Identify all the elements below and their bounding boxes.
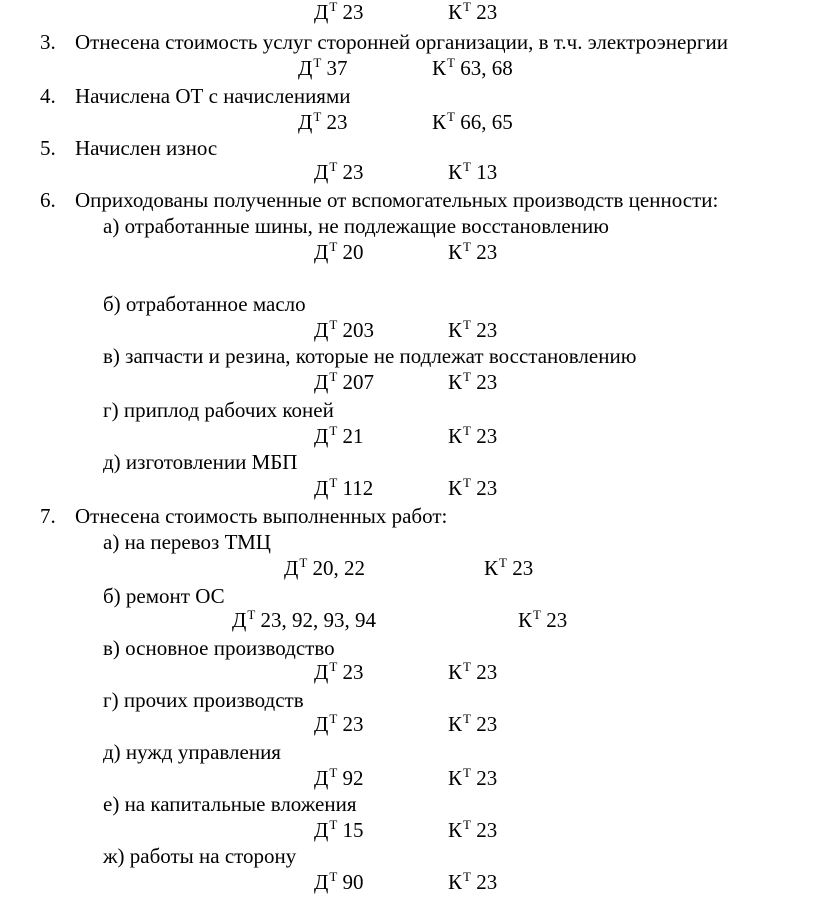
item-number: 4.	[40, 84, 56, 108]
credit-account-sup: Т	[533, 607, 541, 622]
credit-account-sup: Т	[463, 869, 471, 884]
credit-account-sup: Т	[463, 239, 471, 254]
debit-account-sup: Т	[329, 817, 338, 832]
debit-account-value: 203	[342, 318, 375, 342]
credit-account-letter: К	[448, 870, 463, 894]
debit-account-sup: Т	[329, 475, 338, 490]
credit-account-letter: К	[448, 0, 463, 24]
debit-account	[314, 712, 364, 739]
credit-account-letter: К	[448, 160, 463, 184]
credit-account	[448, 476, 497, 503]
credit-account	[448, 318, 497, 345]
subitem-text: б) ремонт ОС	[103, 584, 225, 608]
subitem-text: а) отработанные шины, не подлежащие восстановлению	[103, 214, 609, 238]
debit-account-sup: Т	[329, 0, 338, 14]
credit-account	[448, 0, 497, 27]
credit-account-value: 63, 68	[460, 56, 513, 80]
credit-account	[448, 660, 497, 687]
credit-account-value: 23	[476, 370, 498, 394]
credit-account-sup: Т	[463, 475, 471, 490]
debit-account-sup: Т	[329, 317, 338, 332]
credit-account-letter: К	[484, 556, 499, 580]
credit-account-value: 23	[476, 476, 498, 500]
credit-account-value: 23	[476, 766, 498, 790]
credit-account-value: 23	[476, 870, 498, 894]
item-text: Отнесена стоимость услуг сторонней организации, в т.ч. электроэнергии	[75, 30, 728, 54]
credit-account-sup: Т	[463, 659, 471, 674]
debit-account-value: 23	[342, 0, 364, 24]
debit-account-letter: Д	[314, 660, 329, 684]
credit-account-sup: Т	[463, 817, 471, 832]
credit-account-value: 23	[476, 818, 498, 842]
credit-account-value: 13	[476, 160, 498, 184]
credit-account-letter: К	[448, 660, 463, 684]
debit-account-letter: Д	[314, 424, 329, 448]
credit-account-value: 23	[476, 240, 498, 264]
credit-account-letter: К	[448, 318, 463, 342]
subitem-text: д) изготовлении МБП	[103, 450, 298, 474]
credit-account-letter: К	[448, 370, 463, 394]
credit-account	[518, 608, 567, 635]
item-number: 5.	[40, 136, 56, 160]
debit-account	[232, 608, 376, 635]
credit-account-letter: К	[448, 712, 463, 736]
credit-account-letter: К	[448, 476, 463, 500]
debit-account	[314, 818, 364, 845]
credit-account-letter: К	[432, 110, 447, 134]
credit-account	[432, 56, 513, 83]
debit-account-value: 23	[326, 110, 348, 134]
debit-account-letter: Д	[284, 556, 299, 580]
credit-account-letter: К	[448, 766, 463, 790]
subitem-text: г) прочих производств	[103, 688, 304, 712]
debit-account	[314, 476, 373, 503]
debit-account	[314, 424, 364, 451]
credit-account-letter: К	[448, 240, 463, 264]
credit-account-value: 23	[476, 0, 498, 24]
credit-account-sup: Т	[463, 317, 471, 332]
debit-account-letter: Д	[314, 818, 329, 842]
debit-account-value: 23	[342, 160, 364, 184]
debit-account	[284, 556, 365, 583]
credit-account-sup: Т	[447, 109, 455, 124]
debit-account-letter: Д	[314, 870, 329, 894]
debit-account-sup: Т	[329, 239, 338, 254]
credit-account-letter: К	[518, 608, 533, 632]
debit-account-letter: Д	[314, 476, 329, 500]
credit-account	[448, 870, 497, 897]
debit-account-sup: Т	[329, 369, 338, 384]
item-number: 3.	[40, 30, 56, 54]
debit-account-sup: Т	[329, 765, 338, 780]
debit-account-value: 90	[342, 870, 364, 894]
credit-account-sup: Т	[463, 765, 471, 780]
debit-account	[298, 56, 348, 83]
debit-account-sup: Т	[313, 55, 322, 70]
subitem-text: ж) работы на сторону	[103, 844, 297, 868]
credit-account-value: 23	[476, 318, 498, 342]
debit-account	[314, 766, 364, 793]
debit-account-letter: Д	[298, 56, 313, 80]
debit-account	[314, 0, 364, 27]
debit-account-letter: Д	[314, 370, 329, 394]
credit-account	[448, 818, 497, 845]
credit-account	[448, 160, 497, 187]
debit-account-value: 23, 92, 93, 94	[260, 608, 377, 632]
debit-account-value: 20, 22	[312, 556, 366, 580]
debit-account	[314, 370, 374, 397]
subitem-text: в) основное производство	[103, 636, 335, 660]
credit-account-value: 23	[512, 556, 534, 580]
credit-account-sup: Т	[463, 423, 471, 438]
subitem-text: е) на капитальные вложения	[103, 792, 357, 816]
debit-account-value: 112	[342, 476, 374, 500]
subitem-text: д) нужд управления	[103, 740, 281, 764]
credit-account	[432, 110, 513, 137]
item-number: 7.	[40, 504, 56, 528]
credit-account-sup: Т	[447, 55, 455, 70]
credit-account	[448, 424, 497, 451]
debit-account-letter: Д	[298, 110, 313, 134]
debit-account	[314, 660, 364, 687]
subitem-text: б) отработанное масло	[103, 292, 306, 316]
credit-account-letter: К	[432, 56, 447, 80]
debit-account-value: 20	[342, 240, 364, 264]
credit-account-value: 66, 65	[460, 110, 513, 134]
debit-account-letter: Д	[314, 766, 329, 790]
debit-account-value: 92	[342, 766, 364, 790]
credit-account	[448, 240, 497, 267]
debit-account-letter: Д	[314, 0, 329, 24]
credit-account	[448, 370, 497, 397]
subitem-text: в) запчасти и резина, которые не подлежат восстановлению	[103, 344, 637, 368]
debit-account-value: 15	[342, 818, 364, 842]
debit-account-sup: Т	[329, 869, 338, 884]
debit-account-sup: Т	[329, 159, 338, 174]
debit-account-letter: Д	[314, 240, 329, 264]
debit-account	[314, 160, 364, 187]
credit-account-sup: Т	[499, 555, 507, 570]
debit-account-value: 21	[342, 424, 364, 448]
debit-account	[314, 870, 364, 897]
credit-account-value: 23	[476, 424, 498, 448]
debit-account-sup: Т	[329, 659, 338, 674]
debit-account-letter: Д	[314, 160, 329, 184]
item-text: Оприходованы полученные от вспомогательных производств ценности:	[75, 188, 719, 212]
item-number: 6.	[40, 188, 56, 212]
credit-account-letter: К	[448, 424, 463, 448]
credit-account-letter: К	[448, 818, 463, 842]
debit-account-letter: Д	[314, 318, 329, 342]
credit-account-sup: Т	[463, 711, 471, 726]
credit-account-value: 23	[476, 660, 498, 684]
item-text: Начислена ОТ с начислениями	[75, 84, 351, 108]
debit-account-value: 37	[326, 56, 348, 80]
credit-account-sup: Т	[463, 0, 471, 14]
item-text: Начислен износ	[75, 136, 218, 160]
subitem-text: а) на перевоз ТМЦ	[103, 530, 271, 554]
credit-account	[448, 712, 497, 739]
subitem-text: г) приплод рабочих коней	[103, 398, 334, 422]
debit-account	[314, 240, 364, 267]
debit-account	[314, 318, 374, 345]
debit-account-sup: Т	[329, 711, 338, 726]
debit-account-sup: Т	[299, 555, 308, 570]
debit-account-sup: Т	[313, 109, 322, 124]
debit-account-letter: Д	[232, 608, 247, 632]
item-text: Отнесена стоимость выполненных работ:	[75, 504, 448, 528]
debit-account	[298, 110, 348, 137]
credit-account-sup: Т	[463, 159, 471, 174]
debit-account-value: 23	[342, 712, 364, 736]
debit-account-letter: Д	[314, 712, 329, 736]
debit-account-sup: Т	[247, 607, 256, 622]
debit-account-value: 207	[342, 370, 375, 394]
credit-account-sup: Т	[463, 369, 471, 384]
credit-account	[448, 766, 497, 793]
debit-account-sup: Т	[329, 423, 338, 438]
credit-account-value: 23	[476, 712, 498, 736]
credit-account	[484, 556, 533, 583]
credit-account-value: 23	[546, 608, 568, 632]
debit-account-value: 23	[342, 660, 364, 684]
